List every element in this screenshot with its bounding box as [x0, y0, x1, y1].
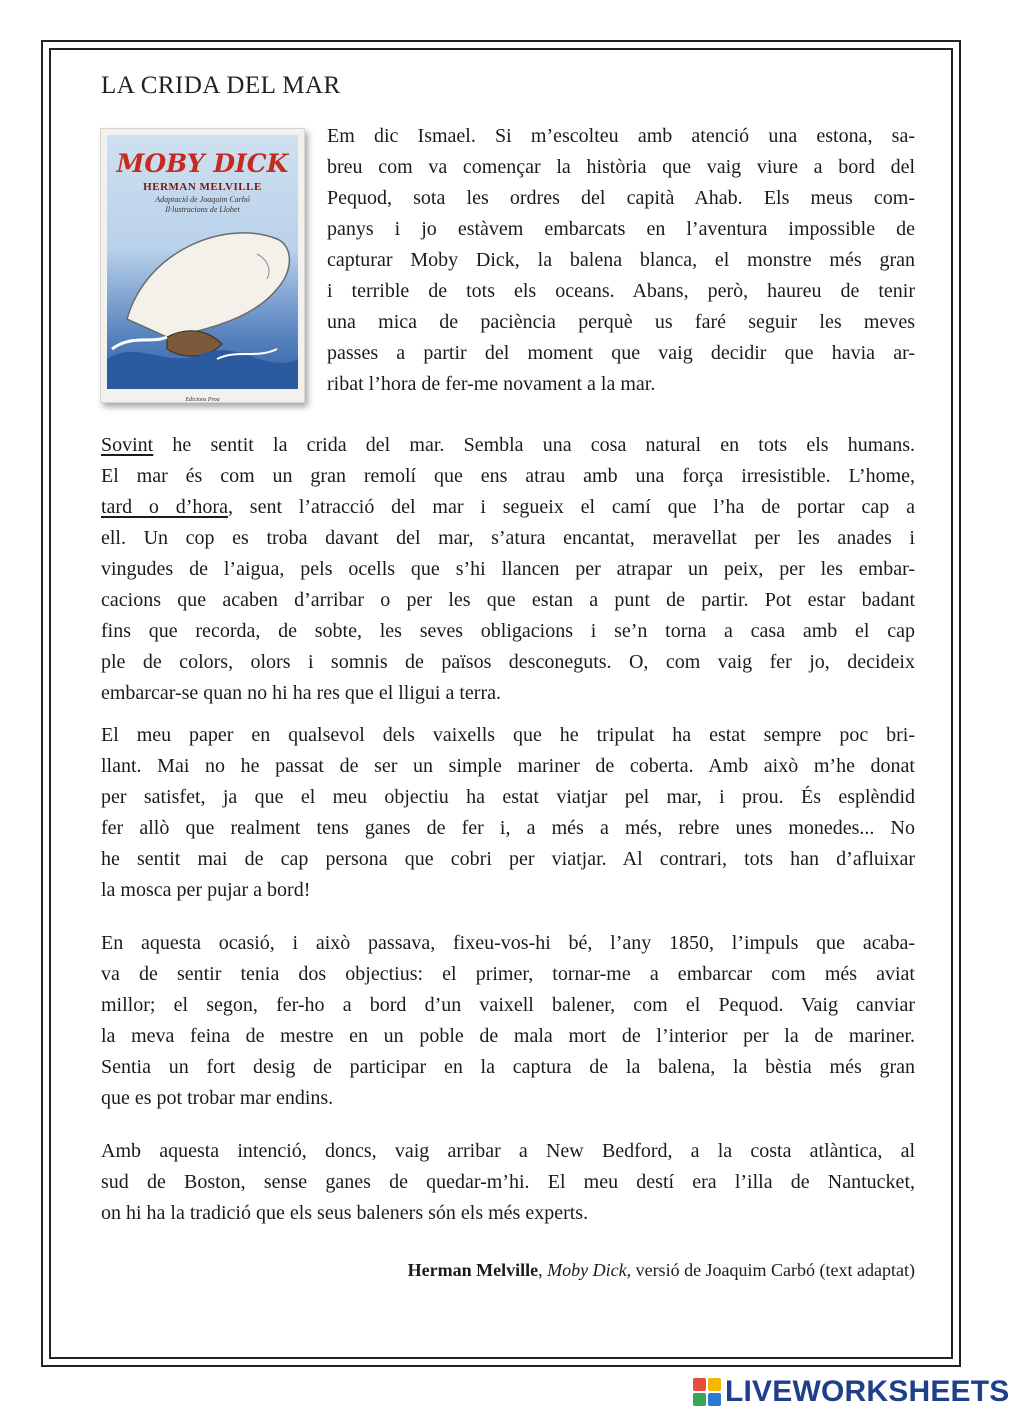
- underlined-word-sovint: Sovint: [101, 434, 154, 456]
- text-line: embarcar-se quan no hi ha res que el lligui a terra.: [101, 682, 501, 704]
- text-line: ell. Un cop es troba davant del mar, s’atura encantat, meravellat per les anades i: [101, 527, 915, 549]
- text-line: Pequod, sota les ordres del capità Ahab. Els meus com-: [327, 187, 915, 209]
- source-attribution: Herman Melville, Moby Dick, versió de Joaquim Carbó (text adaptat): [407, 1260, 915, 1280]
- text-line: Amb aquesta intenció, doncs, vaig arribar a New Bedford, a la costa atlàntica, al: [101, 1140, 915, 1162]
- text-line: El meu paper en qualsevol dels vaixells que he tripulat ha estat sempre poc bri-: [101, 724, 915, 746]
- text-line: cacions que acaben d’arribar o per les que estan a punt de partir. Pot estar badant: [101, 589, 915, 611]
- liveworksheets-watermark: [693, 1375, 1010, 1409]
- cover-author: HERMAN MELVILLE: [143, 181, 262, 193]
- text-line: millor; el segon, fer-ho a bord d’un vaixell balener, com el Pequod. Vaig canviar: [101, 994, 915, 1016]
- text-line: breu com va començar la història que vaig viure a bord del: [327, 156, 915, 178]
- paragraph-4: [101, 928, 915, 1114]
- worksheet-title: LA CRIDA DEL MAR: [101, 72, 341, 99]
- text-line: ple de colors, olors i somnis de països desconeguts. O, com vaig fer jo, decideix: [101, 651, 915, 673]
- text-line: ribat l’hora de fer-me novament a la mar.: [327, 373, 656, 395]
- text-line: passes a partir del moment que vaig decidir que havia ar-: [327, 342, 915, 364]
- text-line: que es pot trobar mar endins.: [101, 1087, 334, 1109]
- cover-credit-adaptation: Adaptació de Joaquim Carbó: [155, 195, 250, 204]
- watermark-text: LIVEWORKSHEETS: [725, 1375, 1010, 1408]
- underlined-phrase-tard-o-dhora: tard o d’hora: [101, 496, 228, 518]
- cover-illustration: [107, 135, 298, 403]
- text-line: la mosca per pujar a bord!: [101, 879, 311, 901]
- attribution-book-title: Moby Dick: [547, 1260, 627, 1280]
- text-line: fer allò que realment tens ganes de fer i, a més a més, rebre unes monedes... No: [101, 817, 915, 839]
- text-line: la meva feina de mestre en un poble de mala mort de l’interior per la de mariner.: [101, 1025, 915, 1047]
- text-line: una mica de paciència perquè us faré seguir les meves: [327, 311, 915, 333]
- text-line: llant. Mai no he passat de ser un simple mariner de coberta. Amb això m’he donat: [101, 755, 915, 777]
- paragraph-1: [327, 121, 915, 400]
- text-line: tard o d’hora, sent l’atracció del mar i segueix el camí que l’ha de portar cap a: [101, 496, 915, 518]
- liveworksheets-logo-icon: [693, 1378, 721, 1406]
- text-line: En aquesta ocasió, i això passava, fixeu-vos-hi bé, l’any 1850, l’impuls que acaba-: [101, 932, 915, 954]
- cover-credit-illustrations: Il·lustracions de Llobet: [165, 205, 240, 214]
- attribution-author: Herman Melville: [407, 1260, 539, 1280]
- cover-publisher: Edicions Proa: [185, 397, 220, 403]
- text-line: fins que recorda, de sobte, les seves obligacions i se’n torna a casa amb el cap: [101, 620, 915, 642]
- text-line: vingudes de l’aigua, pels ocells que s’hi llancen per atrapar un peix, per les embar-: [101, 558, 915, 580]
- text-line: panys i jo estàvem embarcats en l’aventura impossible de: [327, 218, 915, 240]
- book-cover-image: [100, 128, 305, 403]
- text-line: sud de Boston, sense ganes de quedar-m’hi. El meu destí era l’illa de Nantucket,: [101, 1171, 915, 1193]
- paragraph-5: [101, 1136, 915, 1229]
- text-line: he sentit mai de cap persona que cobri per viatjar. Al contrari, tots han d’afluixar: [101, 848, 915, 870]
- text-line: Em dic Ismael. Si m’escolteu amb atenció una estona, sa-: [327, 125, 915, 147]
- paragraph-3: [101, 720, 915, 906]
- text-line: Sovint he sentit la crida del mar. Sembla una cosa natural en tots els humans.: [101, 434, 915, 456]
- text-line: on hi ha la tradició que els seus baleners són els més experts.: [101, 1202, 589, 1224]
- text-line: va de sentir tenia dos objectius: el primer, tornar-me a embarcar com més aviat: [101, 963, 915, 985]
- paragraph-2: [101, 430, 915, 709]
- text-line: Sentia un fort desig de participar en la captura de la balena, la bèstia més gran: [101, 1056, 915, 1078]
- text-line: capturar Moby Dick, la balena blanca, el monstre més gran: [327, 249, 915, 271]
- text-line: per satisfet, ja que el meu objectiu ha estat viatjar pel mar, i prou. És esplèndid: [101, 786, 915, 808]
- text-line: i terrible de tots els oceans. Abans, però, haureu de tenir: [327, 280, 915, 302]
- whale-illustration: [107, 209, 298, 389]
- text-line: El mar és com un gran remolí que ens atrau amb una força irresistible. L’home,: [101, 465, 915, 487]
- cover-title: MOBY DICK: [116, 149, 289, 178]
